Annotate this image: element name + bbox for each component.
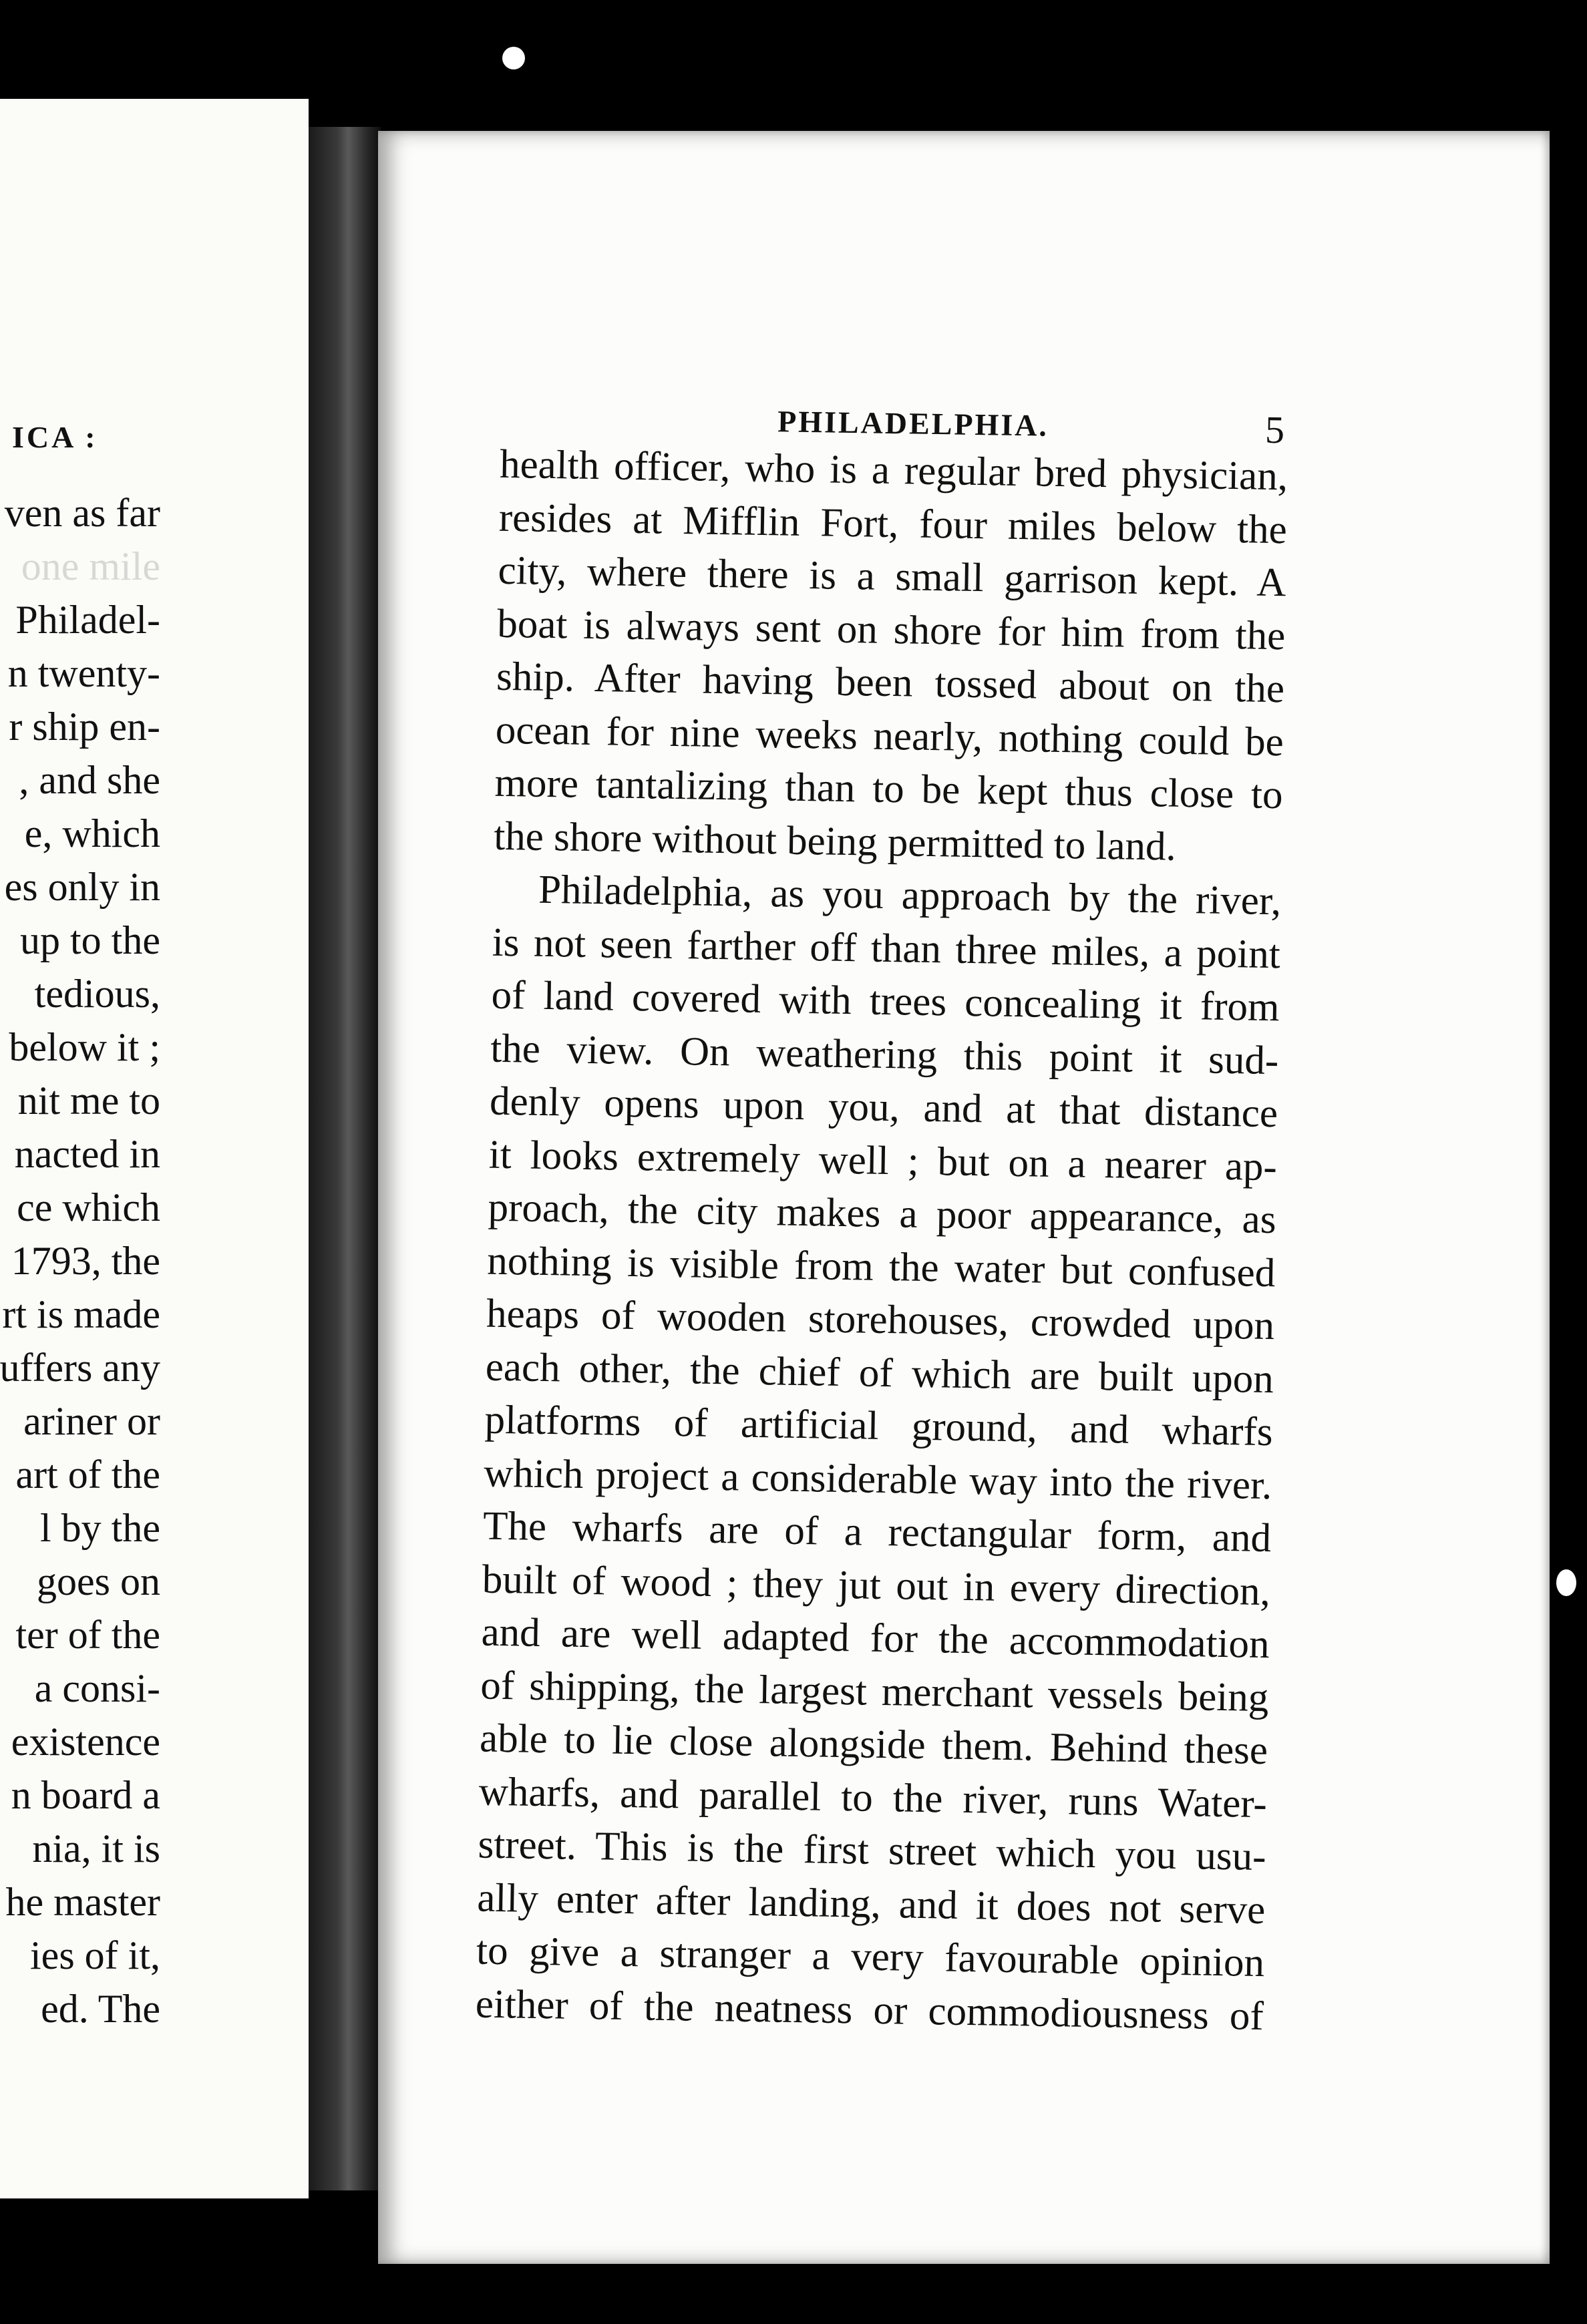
left-line: tedious, — [34, 972, 160, 1016]
text-line: the view. On weathering this point it sud- — [490, 1026, 1279, 1083]
right-page — [378, 131, 1550, 2264]
page-content — [355, 124, 1560, 2275]
text-line: platforms of artificial ground, and wharfs — [484, 1397, 1274, 1455]
left-line: goes on — [37, 1559, 160, 1603]
text-line: ocean for nine weeks nearly, nothing could be — [495, 707, 1284, 765]
body-text — [475, 438, 1288, 2043]
text-line: built of wood ; they jut out in every direction, — [482, 1557, 1271, 1614]
text-line: the shore without being permitted to land. — [493, 813, 1177, 869]
left-line: Philadel- — [15, 598, 160, 642]
left-line: nacted in — [14, 1132, 160, 1176]
text-line: able to lie close alongside them. Behind these — [479, 1716, 1268, 1774]
left-line: up to the — [20, 918, 160, 962]
left-page-lines — [0, 486, 160, 2036]
left-line: art of the — [15, 1452, 160, 1497]
text-line: boat is always sent on shore for him from the — [496, 601, 1286, 658]
left-running-head: ICA : — [12, 420, 98, 454]
left-line: , and she — [19, 758, 160, 802]
left-page — [0, 99, 309, 2198]
text-line: resides at Mifflin Fort, four miles below the — [498, 495, 1288, 552]
left-line: uffers any — [0, 1346, 160, 1390]
left-line: ven as far — [4, 491, 160, 535]
text-line: wharfs, and parallel to the river, runs Water- — [478, 1769, 1268, 1826]
left-line: nia, it is — [32, 1826, 160, 1871]
left-line: he master — [5, 1880, 160, 1924]
left-line: es only in — [4, 865, 160, 909]
scan-speck — [1556, 1569, 1576, 1596]
text-line: each other, the chief of which are built upon — [485, 1344, 1274, 1402]
left-line: ariner or — [23, 1399, 160, 1443]
left-line: n board a — [11, 1773, 160, 1817]
text-line: more tantalizing than to be kept thus close to — [494, 760, 1284, 818]
scan-speck — [502, 47, 525, 69]
left-line: n twenty- — [7, 651, 160, 695]
page-number: 5 — [1264, 407, 1285, 452]
left-line: e, which — [24, 811, 160, 855]
left-line: ies of it, — [30, 1933, 160, 1977]
text-line: denly opens upon you, and at that distance — [489, 1079, 1278, 1137]
text-line: heaps of wooden storehouses, crowded upon — [486, 1291, 1275, 1349]
text-line: to give a stranger a very favourable opinion — [476, 1928, 1265, 1986]
text-line: and are well adapted for the accommodation — [481, 1609, 1270, 1668]
text-line: The wharfs are of a rectangular form, and — [482, 1503, 1272, 1561]
text-line: ally enter after landing, and it does not serve — [476, 1875, 1266, 1933]
text-line: is not seen farther off than three miles, a point — [492, 920, 1281, 977]
running-head: PHILADELPHIA. — [777, 404, 1049, 443]
left-line: nit me to — [17, 1079, 160, 1123]
text-line: nothing is visible from the water but confused — [486, 1238, 1276, 1296]
text-line: it looks extremely well ; but on a nearer ap- — [488, 1132, 1278, 1189]
text-line: of shipping, the largest merchant vessels being — [480, 1663, 1269, 1720]
text-line: ship. After having been tossed about on the — [496, 654, 1285, 712]
left-line: l by the — [40, 1506, 160, 1550]
left-line: 1793, the — [11, 1239, 160, 1283]
left-line: ed. The — [41, 1987, 160, 2031]
text-line: city, where there is a small garrison kept. A — [498, 548, 1287, 606]
text-line: Philadelphia, as you approach by the river, — [538, 867, 1282, 924]
left-line: rt is made — [2, 1292, 160, 1336]
text-line: health officer, who is a regular bred physician, — [499, 441, 1288, 500]
text-line: street. This is the first street which you usu- — [478, 1822, 1267, 1880]
text-line: which project a considerable way into the river. — [483, 1450, 1272, 1508]
left-line: one mile — [21, 544, 160, 588]
left-line: below it ; — [9, 1025, 160, 1069]
left-line: existence — [11, 1720, 160, 1764]
text-line: of land covered with trees concealing it from — [491, 972, 1280, 1030]
left-line: ter of the — [15, 1613, 160, 1657]
text-line: either of the neatness or commodiousness of — [475, 1981, 1264, 2039]
left-line: r ship en- — [9, 705, 160, 749]
left-line: a consi- — [34, 1666, 160, 1710]
left-line: ce which — [17, 1185, 160, 1229]
text-line: proach, the city makes a poor appearance, as — [488, 1185, 1277, 1243]
